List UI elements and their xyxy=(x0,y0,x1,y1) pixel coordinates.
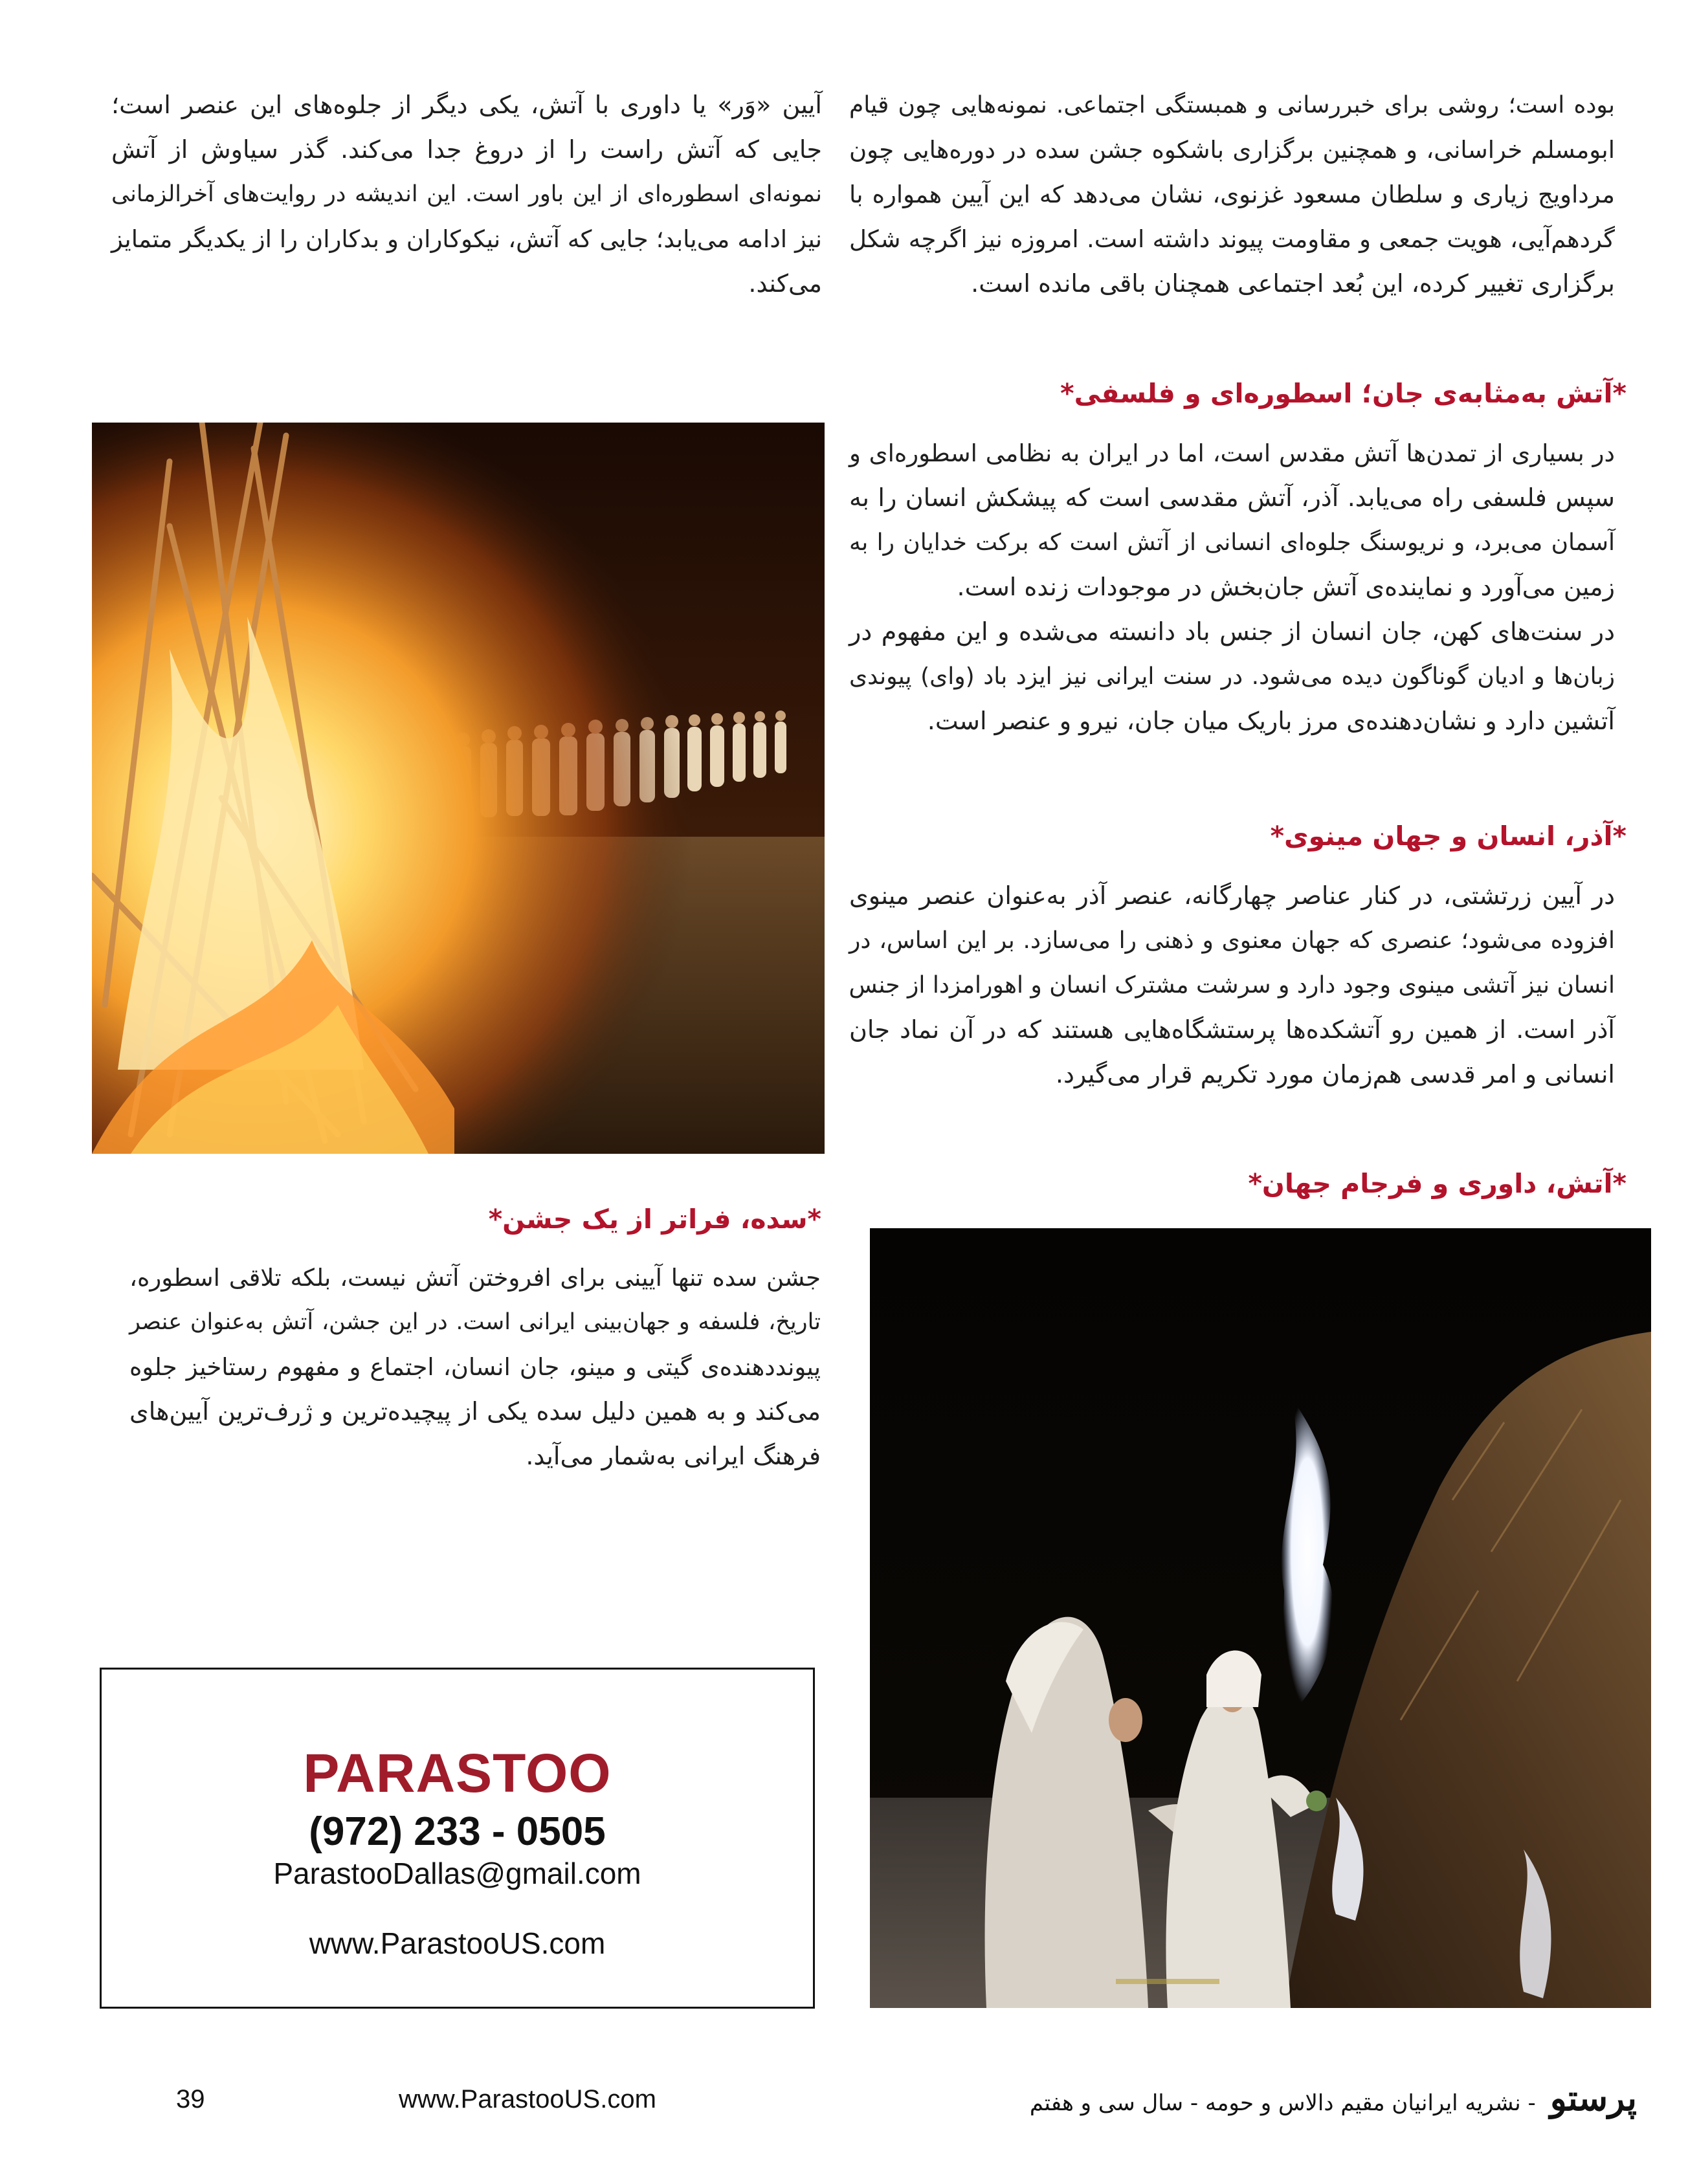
text-line: سپس فلسفی راه می‌یابد. آذر، آتش مقدسی است که پیشکش انسان را به xyxy=(849,483,1615,512)
bonfire-dancers-photo xyxy=(92,423,825,1154)
text-line: در بسیاری از تمدن‌ها آتش مقدس است، اما در ایران به نظامی اسطوره‌ای و xyxy=(849,439,1615,467)
text-line: می‌کند. xyxy=(748,269,822,298)
text-line: آیین «وَر» یا داوری با آتش، یکی دیگر از جلوه‌های این عنصر است؛ xyxy=(111,91,822,119)
text-line: نمونه‌ای اسطوره‌ای از این باور است. این اندیشه در روایت‌های آخرالزمانی xyxy=(111,181,822,207)
text-line: افزوده می‌شود؛ عنصری که جهان معنوی و ذهنی را می‌سازد. بر این اساس، در xyxy=(849,927,1615,954)
article-azar xyxy=(849,874,1615,1097)
footer-tagline: - نشریه ایرانیان مقیم دالاس و حومه - سال سی و هفتم xyxy=(1029,2090,1536,2116)
ad-brand: PARASTOO xyxy=(303,1743,612,1803)
ad-email[interactable]: ParastooDallas@gmail.com xyxy=(273,1857,641,1890)
text-line: آتشین دارد و نشان‌دهنده‌ی مرز باریک میان جان، نیرو و عنصر است. xyxy=(927,707,1615,735)
section-heading-judgement: *آتش، داوری و فرجام جهان* xyxy=(1248,1168,1627,1199)
text-line: فرهنگ ایرانی به‌شمار می‌آید. xyxy=(526,1442,821,1470)
text-line: جایی که آتش راست را از دروغ جدا می‌کند. گذر سیاوش از آتش xyxy=(111,135,822,164)
text-line: جشن سده تنها آیینی برای افروختن آتش نیست، بلکه تلاقی اسطوره، xyxy=(129,1264,821,1292)
article-top-left xyxy=(111,83,822,306)
text-line: مرداویج زیاری و سلطان مسعود غزنوی، نشان می‌دهد که این آیین همواره با xyxy=(849,181,1615,208)
footer-website[interactable]: www.ParastooUS.com xyxy=(399,2085,656,2113)
section-heading-azar: *آذر، انسان و جهان مینوی* xyxy=(1270,821,1627,852)
text-line: انسانی و امر قدسی هم‌زمان مورد تکریم قرار می‌گیرد. xyxy=(1055,1060,1615,1088)
section-heading-sadeh: *سده، فراتر از یک جشن* xyxy=(488,1204,821,1235)
text-line: انسان نیز آتشی مینوی وجود دارد و سرشت مشترک انسان و اهورامزدا از جنس xyxy=(849,972,1615,998)
article-sadeh xyxy=(129,1255,821,1479)
footer-masthead xyxy=(1030,2077,1637,2119)
text-line: زمین می‌آورد و نماینده‌ی آتش جان‌بخش در موجودات زنده است. xyxy=(957,573,1615,601)
text-line: تاریخ، فلسفه و جهان‌بینی ایرانی است. در این جشن، آتش به‌عنوان عنصر xyxy=(129,1309,821,1335)
parastoo-ad xyxy=(100,1668,815,2009)
text-line: گردهم‌آیی، هویت جمعی و مقاومت پیوند داشته است. امروزه نیز اگرچه شکل xyxy=(849,225,1615,253)
text-line: نیز ادامه می‌یابد؛ جایی که آتش، نیکوکاران و بدکاران را از یکدیگر متمایز xyxy=(111,225,822,253)
text-line: برگزاری تغییر کرده، این بُعد اجتماعی همچنان باقی مانده است. xyxy=(971,269,1615,298)
section-heading-fire-as-soul: *آتش به‌مثابه‌ی جان؛ اسطوره‌ای و فلسفی* xyxy=(1060,378,1627,409)
page-number: 39 xyxy=(176,2085,205,2113)
text-line: آسمان می‌برد، و نریوسنگ جلوه‌ای انسانی از آتش است که برکت خدایان را به xyxy=(849,529,1615,556)
text-line: پیونددهنده‌ی گیتی و مینو، جان انسان، اجتماع و مفهوم رستاخیز جلوه xyxy=(129,1353,821,1381)
text-line: بوده است؛ روشی برای خبررسانی و همبستگی اجتماعی. نمونه‌هایی چون قیام xyxy=(849,92,1615,118)
text-line: در سنت‌های کهن، جان انسان از جنس باد دانسته می‌شده و این مفهوم در xyxy=(849,617,1615,646)
text-line: می‌کند و به همین دلیل سده یکی از پیچیده‌ترین و ژرف‌ترین آیین‌های xyxy=(129,1397,821,1426)
text-line: در آیین زرتشتی، در کنار عناصر چهارگانه، عنصر آذر به‌عنوان عنصر مینوی xyxy=(849,881,1615,910)
parastoo-logo: پرستو xyxy=(1549,2077,1637,2119)
article-fire-as-soul xyxy=(849,431,1615,744)
text-line: آذر است. از همین رو آتشکده‌ها پرستشگاه‌هایی هستند که در آن نماد جان xyxy=(849,1015,1615,1044)
article-top-right xyxy=(849,83,1615,306)
ad-website[interactable]: www.ParastooUS.com xyxy=(309,1926,606,1960)
women-tending-fire-photo xyxy=(870,1228,1651,2008)
text-line: ابومسلم خراسانی، و همچنین برگزاری باشکوه جشن سده در دوره‌هایی چون xyxy=(849,136,1615,164)
text-line: زبان‌ها و ادیان گوناگون دیده می‌شود. در سنت ایرانی نیز ایزد باد (وای) پیوندی xyxy=(849,663,1615,690)
ad-phone[interactable]: (972) 233 - 0505 xyxy=(309,1809,606,1854)
